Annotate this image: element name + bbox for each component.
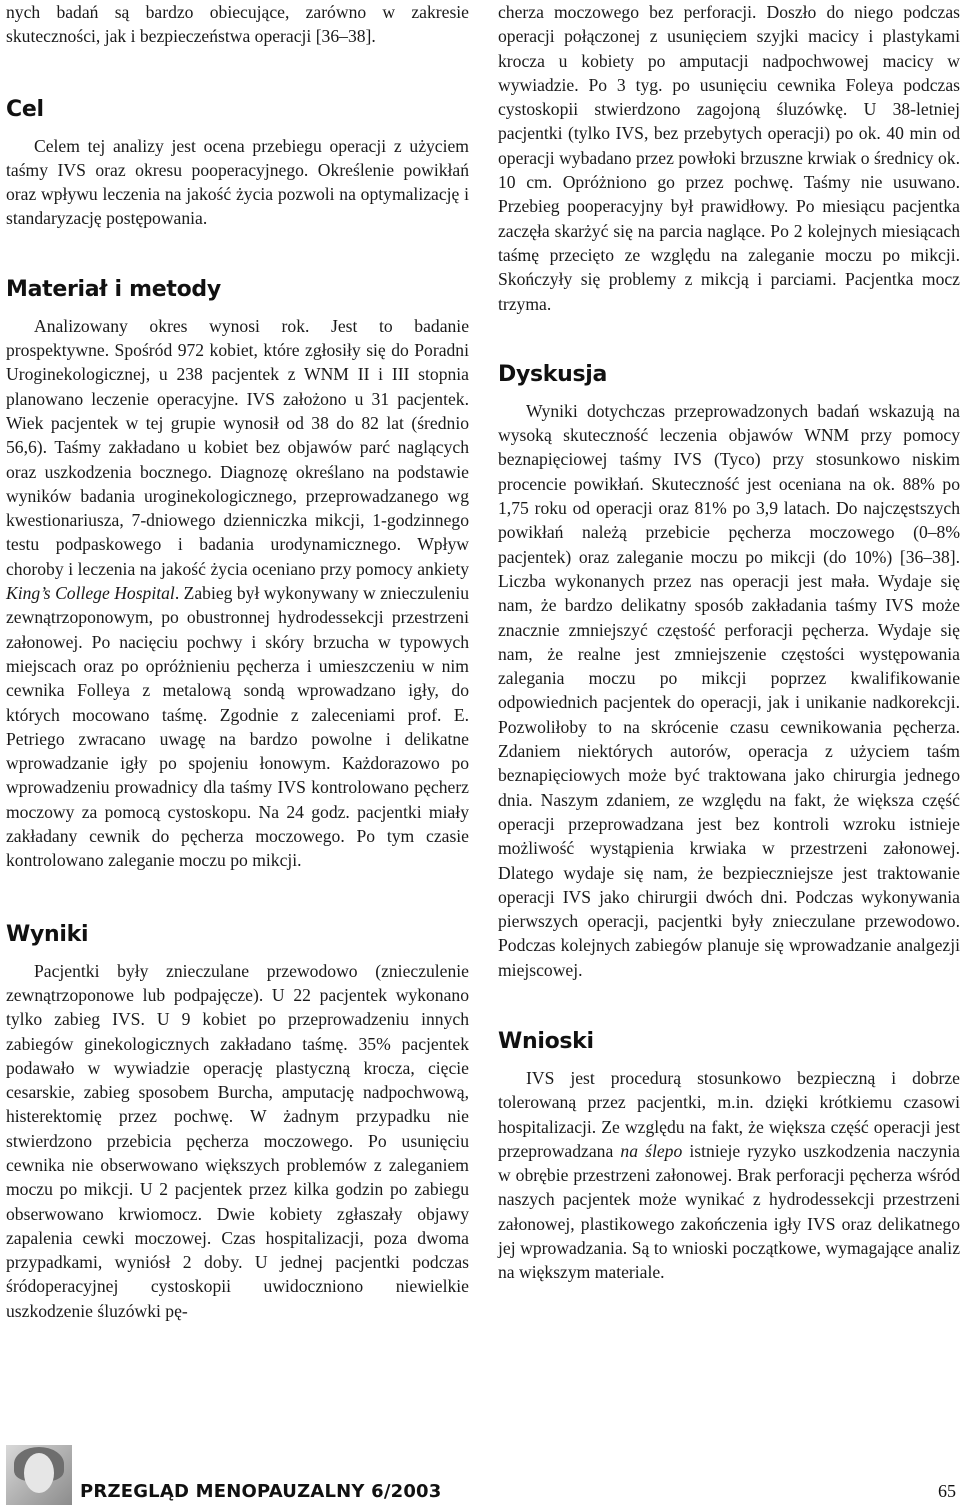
paragraph-metody xyxy=(6,314,469,873)
metody-text-b: . Zabieg był wykonywany w znieczuleniu zewnątrzoponowym, po obustronnej hydrodessekcji przestrzeni załonowej. Po nacięciu pochwy i skóry brzucha w typowych miejscach oraz po opróżnieniu pęcherza i umieszczeniu w nim cewnika Folleya z metalową sondą wprowadzano igły, do których mocowano taśmę. Zgodnie z zaleceniami prof. E. Petriego zwracano uwagę na bardzo powolne i delikatne wprowadzanie igły po spojeniu łonowym. Każdorazowo po wprowadzeniu prowadnicy dla taśmy IVS kontrolowano pęcherz moczowy za pomocą cystoskopu. Na 24 godz. pacjentki miały zakładany cewnik do pęcherza moczowego. Po tym czasie kontrolowano zaleganie moczu po mikcji. xyxy=(6,583,469,871)
paragraph-cel: Celem tej analizy jest ocena przebiegu operacji z użyciem taśmy IVS oraz okresu pooperacyjnego. Określenie powikłań oraz wpływu leczenia na jakość życia pozwoli na optymalizację i standaryzację postępowania. xyxy=(6,135,469,229)
heading-wnioski: Wnioski xyxy=(498,1028,594,1054)
journal-title: PRZEGLĄD MENOPAUZALNY 6/2003 xyxy=(80,1481,442,1502)
wyniki-continuation: cherza moczowego bez perforacji. Doszło do niego podczas operacji połączonej z usunięciem szyjki macicy i plastykami krocza u kobiety po amputacji nadpochwowej macicy w wywiadzie. Po 3 tyg. po usunięciu cewnika Foleya podczas cystoskopii stwierdzono zagojoną śluzówkę. U 38-letniej pacjentki (tylko IVS, bez przebytych operacji) po ok. 40 min od operacji wybadano przez powłoki brzuszne krwiak o średnicy ok. 10 cm. Opróżniono go przez pochwę. Taśmy nie usuwano. Przebieg pooperacyjny był prawidłowy. Po miesiącu pacjentka zaczęła skarżyć się na parcia naglące. Po 2 kolejnych miesiącach taśmę przecięto ze względu na zaleganie moczu po mikcji. Skończyły się problemy z mikcją i parciami. Pacjentka mocz trzyma. xyxy=(498,2,960,314)
page-footer xyxy=(0,1445,960,1507)
paragraph-wnioski xyxy=(498,1066,960,1285)
heading-wyniki: Wyniki xyxy=(6,921,89,947)
paragraph-wyniki: Pacjentki były znieczulane przewodowo (znieczulenie zewnątrzoponowe lub podpajęcze). U 22 pacjentek wykonano tylko zabieg IVS. U 9 kobiet po przeprowadzeniu innych zabiegów ginekologicznych zakładano taśmę. 35% pacjentek podawało w wywiadzie operację plastyczną krocza, cięcie cesarskie, zabieg sposobem Burcha, amputację nadpochwową, histerektomię przez pochwę. W żadnym przypadku nie stwierdzono przebicia pęcherza moczowego. Po usunięciu cewnika nie obserwowano większych problemów z zaleganiem moczu po mikcji. U 2 pacjentek przez kilka godzin po zabiegu obserwowano krwiomocz. Dwie kobiety zgłaszały objawy zapalenia cewki moczowej. Czas hospitalizacji, poza dwoma przypadkami, wyniósł 2 doby. U jednej pacjentki podczas śródoperacyjnej cystoskopii uwidoczniono niewielkie uszkodzenie śluzówki pę- xyxy=(6,960,469,1321)
right-column xyxy=(498,0,960,1285)
left-column xyxy=(6,0,469,1323)
journal-cover-photo xyxy=(6,1445,72,1505)
wnioski-text-b: istnieje ryzyko uszkodzenia naczynia w obrębie przestrzeni załonowej. Brak perforacji pęcherza wśród naszych pacjentek może wynikać z hydrodessekcji przestrzeni załonowej, plastikowego zakończenia igły IVS oraz delikatnego jej wprowadzania. Są to wnioski początkowe, wymagające analiz na większym materiale. xyxy=(498,1140,960,1283)
intro-paragraph: nych badań są bardzo obiecujące, zarówno w zakresie skuteczności, jak i bezpieczeństwa operacji [36–38]. xyxy=(6,2,469,47)
metody-text-italic: King’s College Hospital xyxy=(6,583,175,604)
paragraph-dyskusja: Wyniki dotychczas przeprowadzonych badań wskazują na wysoką skuteczność leczenia objawów WNM przy pomocy beznapięciowej taśmy IVS (Tyco) przy stosunkowo niskim procencie powikłań. Skuteczność jest oceniana na ok. 88% po 1,75 roku od operacji oraz 81% po 3,9 latach. Do najczęstszych powikłań należą przebicie pęcherza moczowego (0–8% pacjentek) oraz zaleganie moczu po mikcji (do 10%) [36–38]. Liczba wykonanych przez nas operacji jest mała. Wydaje się nam, że bardzo delikatny sposób zakładania taśmy IVS może znacznie zmniejszyć częstość perforacji pęcherza. Wydaje się nam, że realne jest zmniejszenie częstości występowania zalegania moczu po mikcji poprzez kwalifikowanie odpowiednich pacjentek do operacji, jak i unikanie nadkorekcji. Pozwoliłoby to na skrócenie czasu cewnikowania pęcherza. Zdaniem niektórych autorów, operacja z użyciem taśm beznapięciowych może być traktowana jako chirurgia jednego dnia. Naszym zdaniem, ze względu na fakt, że większa część operacji przeprowadzana jest bez kontroli wzroku istnieje możliwość wystąpienia krwiaka w przestrzeni załonowej. Dlatego wydaje się nam, że bezpieczniejsze jest traktowanie operacji IVS jako chirurgii dwóch dni. Podczas wykonywania pierwszych operacji, pacjentki były znieczulane przewodowo. Podczas kolejnych zabiegów planuje się wprowadzanie analgezji miejscowej. xyxy=(498,400,960,980)
heading-materialy-i-metody: Materiał i metody xyxy=(6,276,221,302)
wnioski-text-italic: na ślepo xyxy=(620,1140,683,1161)
metody-text-a: Analizowany okres wynosi rok. Jest to badanie prospektywne. Spośród 972 kobiet, które zgłosiły się do Poradni Uroginekologicznej, u 238 pacjentek z WNM II i III stopnia planowano leczenie operacyjne. IVS założono u 31 pacjentek. Wiek pacjentek w tej grupie wynosił od 38 do 82 lat (średnio 56,6). Taśmy zakładano u kobiet bez objawów parć naglących oraz uszkodzenia bocznego. Diagnozę określano na podstawie wyników badania uroginekologicznego, przeprowadzanego wg kwestionariusza, 7-dniowego dzienniczka mikcji, 1-godzinnego testu podpaskowego i badania urodynamicznego. Wpływ choroby i leczenia na jakość życia oceniano przy pomocy ankiety xyxy=(6,315,469,579)
page-number: 65 xyxy=(938,1481,956,1501)
heading-cel: Cel xyxy=(6,96,44,122)
wnioski-text-a: IVS jest procedurą stosunkowo bezpieczną i dobrze tolerowaną przez pacjentki, m.in. dzięki krótkiemu czasowi hospitalizacji. Ze względu na fakt, że większa część operacji jest przeprowadzana xyxy=(498,1067,960,1161)
heading-dyskusja: Dyskusja xyxy=(498,361,608,387)
